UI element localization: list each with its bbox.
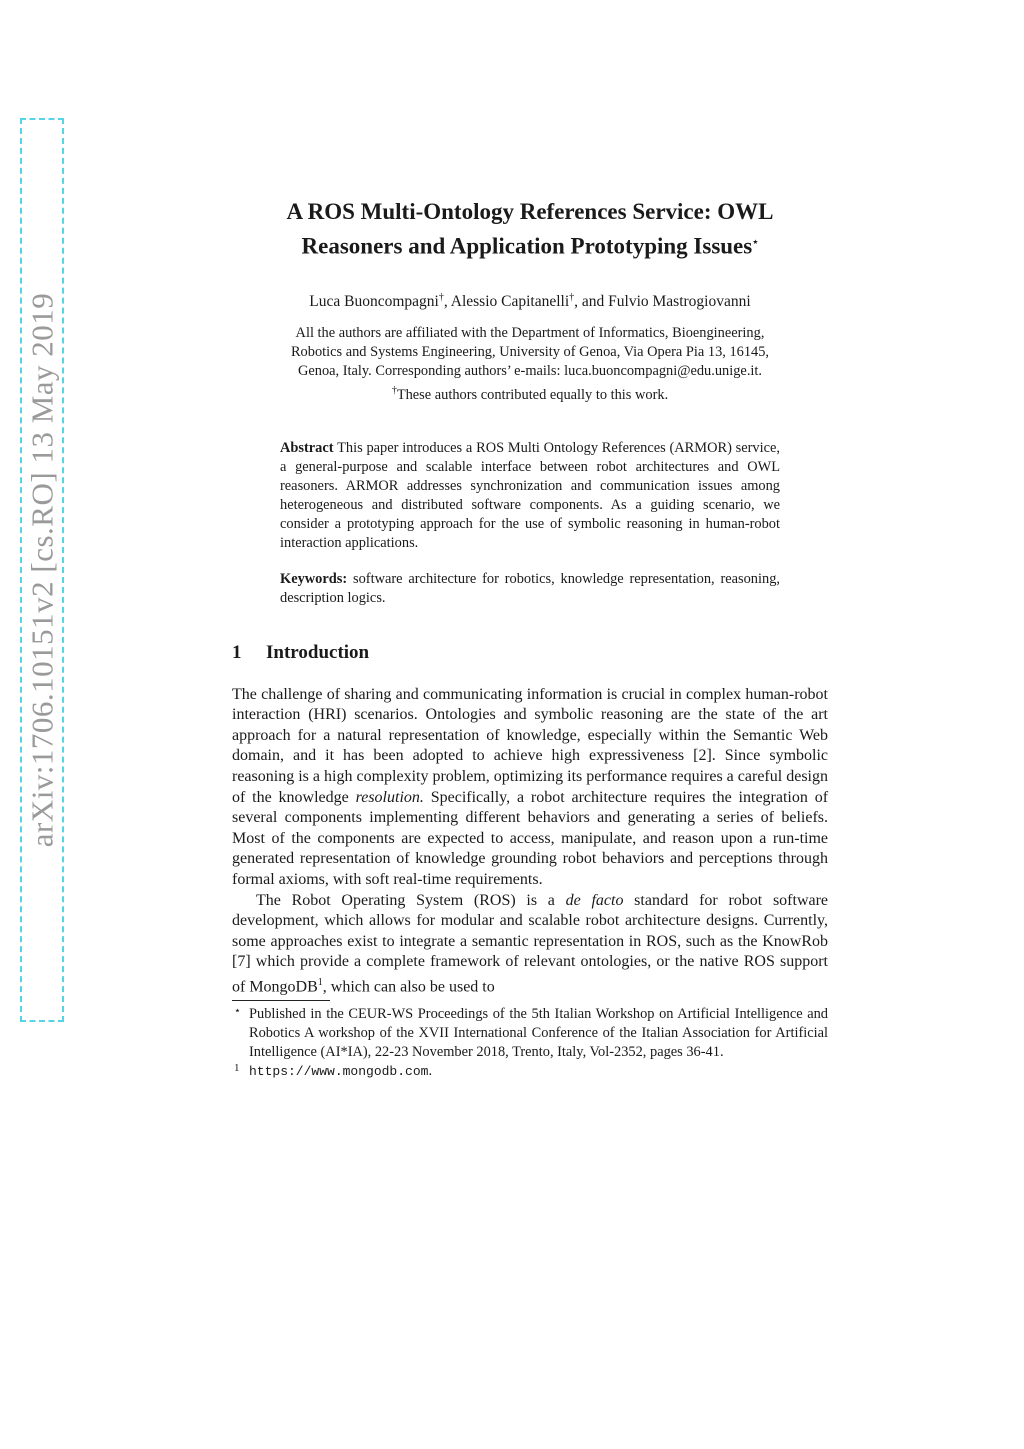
equal-contribution-note [232,381,828,405]
equal-contribution-text: These authors contributed equally to this work. [396,386,669,403]
title-line-2: Reasoners and Application Prototyping Issues [301,233,753,259]
footnote-reference-1: 1 [317,976,323,988]
paragraph-1 [232,685,828,891]
keywords-text: software architecture for robotics, knowledge representation, reasoning, description logics. [280,570,780,606]
abstract [280,439,780,553]
affiliation [232,324,828,405]
affiliation-line-1: All the authors are affiliated with the Department of Informatics, Bioengineering, [295,324,765,341]
paragraph-2-text-1: The Robot Operating System (ROS) is a [256,891,555,909]
arxiv-identifier: arXiv:1706.10151v2 [cs.RO] 13 May 2019 [24,292,59,848]
affiliation-line-3: Genoa, Italy. Corresponding authors’ e-mails: luca.buoncompagni@edu.unige.it. [297,362,763,379]
arxiv-stamp [20,118,64,1022]
dagger-mark-3: † [391,384,397,396]
paragraph-2-text-2: standard for robot software development, which allows for modular and scalable robot architecture designs. Currently, some approaches exist to integrate a semantic representation in ROS, such as the KnowRob [7] which provide a complete framework of relevant ontologies, or the native ROS support of MongoDB [232,891,829,996]
author-2: , Alessio Capitanelli [443,292,570,310]
footnote-rule [232,1000,330,1001]
author-list [232,292,828,311]
author-3: , and Fulvio Mastrogiovanni [574,292,751,310]
section-heading [232,642,828,664]
keywords-label: Keywords: [280,570,348,587]
abstract-block [280,439,780,608]
title-line-1: A ROS Multi-Ontology References Service: OWL [286,199,774,224]
paper-page [232,196,828,1081]
footnote-1-tail: . [428,1062,433,1079]
section-title: Introduction [266,641,370,663]
dagger-mark-2: † [569,291,575,303]
paragraph-1-text-2: Specifically, a robot architecture requires the integration of several components implementing different behaviors and generating a series of beliefs. Most of the components are expected to access, manipulate, and reason upon a run-time generated representation of knowledge grounding robot behaviors and perceptions through formal axioms, with soft real-time requirements. [232,788,829,888]
paper-title [232,196,828,262]
paragraph-2-emphasis: de facto [565,891,624,909]
footnote-star [232,1005,828,1062]
author-1: Luca Buoncompagni [309,292,439,310]
section-number: 1 [232,641,242,663]
footnote-1-mark: 1 [234,1061,240,1074]
footnote-star-text: Published in the CEUR-WS Proceedings of the 5th Italian Workshop on Artificial Intelligence and Robotics A workshop of the XVII International Conference of the Italian Association for Artificial Intelligence (AI*IA), 22-23 November 2018, Trento, Italy, Vol-2352, pages 36-41. [249,1005,828,1060]
abstract-text: This paper introduces a ROS Multi Ontology References (ARMOR) service, a general-purpose and scalable interface between robot architectures and OWL reasoners. ARMOR addresses synchronization and communication issues among heterogeneous and distributed software components. As a guiding scenario, we consider a prototyping approach for the use of symbolic reasoning in human-robot interaction applications. [280,439,780,551]
footnote-star-mark: ⋆ [234,1004,241,1017]
abstract-label: Abstract [280,439,334,456]
paragraph-1-text: The challenge of sharing and communicating information is crucial in complex human-robot interaction (HRI) scenarios. Ontologies and symbolic reasoning are the state of the art approach for a natural representation of knowledge, especially within the Semantic Web domain, and it has been adopted to achieve high expressiveness [2]. Since symbolic reasoning is a high complexity problem, optimizing its performance requires a careful design of the knowledge [232,685,828,806]
footnotes [232,1005,828,1081]
title-footnote-mark: ⋆ [752,237,759,248]
footnote-1-link[interactable]: https://www.mongodb.com [249,1063,429,1079]
paragraph-2-text-3: , which can also be used to [322,978,495,996]
body-text [232,685,828,998]
paragraph-1-emphasis: resolution. [355,788,424,806]
paragraph-2 [232,891,828,998]
keywords [280,570,780,608]
footnote-1 [232,1062,828,1081]
dagger-mark-1: † [438,291,444,303]
affiliation-line-2: Robotics and Systems Engineering, University of Genoa, Via Opera Pia 13, 16145, [290,343,770,360]
